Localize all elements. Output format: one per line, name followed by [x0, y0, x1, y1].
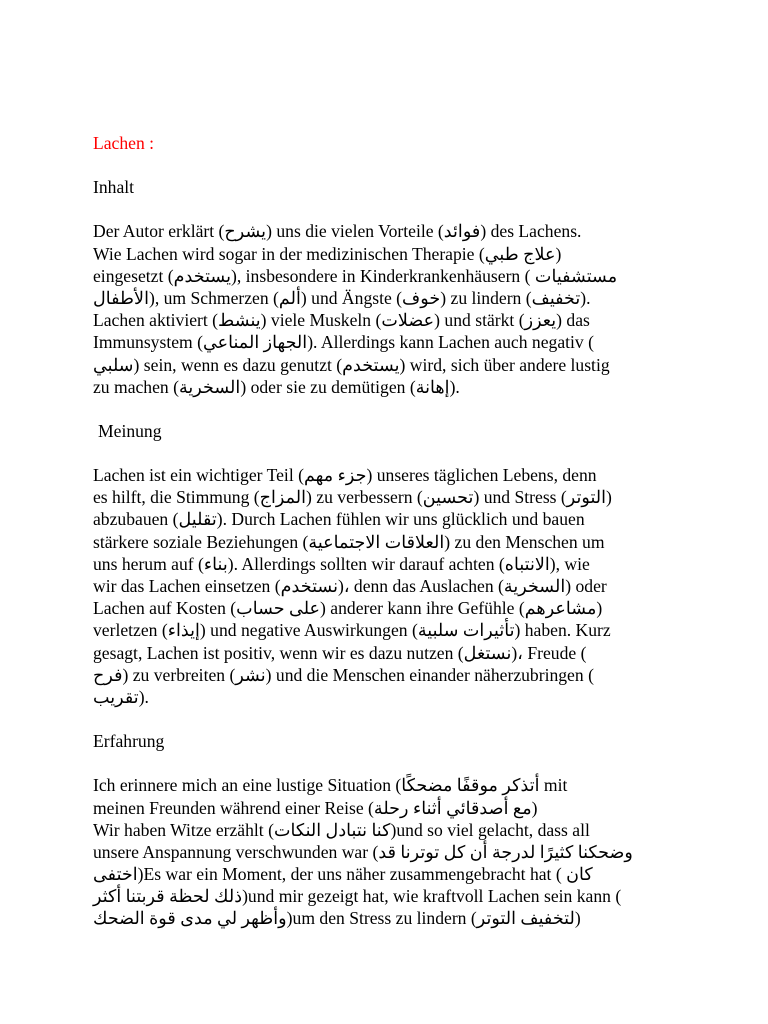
- section-body-erfahrung: [93, 774, 678, 929]
- section-body-inhalt: [93, 220, 678, 398]
- text-line: Der Autor erklärt (يشرح) uns die vielen Vorteile (فوائد) des Lachens.: [93, 221, 582, 242]
- text-line: ذلك لحظة قربتنا أكثر)und mir gezeigt hat, wie kraftvoll Lachen sein kann (: [93, 886, 622, 907]
- text-line: تقريب).: [93, 686, 149, 707]
- text-line: stärkere soziale Beziehungen (العلاقات الاجتماعية) zu den Menschen um: [93, 531, 605, 552]
- text-line: unsere Anspannung verschwunden war (وضحكنا كثيرًا لدرجة أن كل توترنا قد: [93, 841, 633, 862]
- text-line: uns herum auf (بناء). Allerdings sollten wir darauf achten (الانتباه), wie: [93, 553, 590, 574]
- document-page: [93, 132, 678, 952]
- text-line: eingesetzt (يستخدم), insbesondere in Kinderkrankenhäusern ( مستشفيات: [93, 265, 618, 286]
- text-line: Lachen aktiviert (ينشط) viele Muskeln (عضلات) und stärkt (يعزز) das: [93, 310, 590, 331]
- text-line: Lachen ist ein wichtiger Teil (جزء مهم) unseres täglichen Lebens, denn: [93, 465, 597, 486]
- text-line: zu machen (السخرية) oder sie zu demütigen (إهانة).: [93, 376, 460, 397]
- text-line: meinen Freunden während einer Reise (مع أصدقائي أثناء رحلة): [93, 797, 538, 818]
- text-line: verletzen (إيذاء) und negative Auswirkungen (تأثيرات سلبية) haben. Kurz: [93, 620, 611, 641]
- section-body-meinung: [93, 464, 678, 708]
- section-heading-meinung: Meinung: [98, 420, 162, 441]
- text-line: Wir haben Witze erzählt (كنا نتبادل النكات)und so viel gelacht, dass all: [93, 819, 590, 840]
- text-line: فرح) zu verbreiten (نشر) und die Menschen einander näherzubringen (: [93, 664, 594, 685]
- document-title: Lachen :: [93, 133, 155, 153]
- text-line: وأظهر لي مدى قوة الضحك)um den Stress zu lindern (لتخفيف التوتر): [93, 908, 581, 929]
- text-line: Lachen auf Kosten (على حساب) anderer kann ihre Gefühle (مشاعرهم): [93, 598, 603, 619]
- text-line: gesagt, Lachen ist positiv, wenn wir es dazu nutzen (نستغل)، Freude (: [93, 642, 587, 663]
- text-line: Wie Lachen wird sogar in der medizinischen Therapie (علاج طبي): [93, 243, 562, 264]
- text-line: سلبي) sein, wenn es dazu genutzt (يستخدم) wird, sich über andere lustig: [93, 354, 610, 375]
- text-line: abzubauen (تقليل). Durch Lachen fühlen wir uns glücklich und bauen: [93, 509, 585, 530]
- text-line: Immunsystem (الجهاز المناعي). Allerdings kann Lachen auch negativ (: [93, 332, 594, 353]
- text-line: الأطفال), um Schmerzen (ألم) und Ängste (خوف) zu lindern (تخفيف).: [93, 287, 591, 308]
- section-heading-erfahrung: Erfahrung: [93, 731, 165, 752]
- text-line: Ich erinnere mich an eine lustige Situation (أتذكر موقفًا مضحكًا mit: [93, 775, 568, 796]
- text-line: wir das Lachen einsetzen (نستخدم)، denn das Auslachen (السخرية) oder: [93, 576, 607, 596]
- section-heading-inhalt: Inhalt: [93, 177, 135, 198]
- text-line: اختفى)Es war ein Moment, der uns näher zusammengebracht hat ( كان: [93, 864, 593, 885]
- text-line: es hilft, die Stimmung (المزاج) zu verbessern (تحسين) und Stress (التوتر): [93, 487, 612, 508]
